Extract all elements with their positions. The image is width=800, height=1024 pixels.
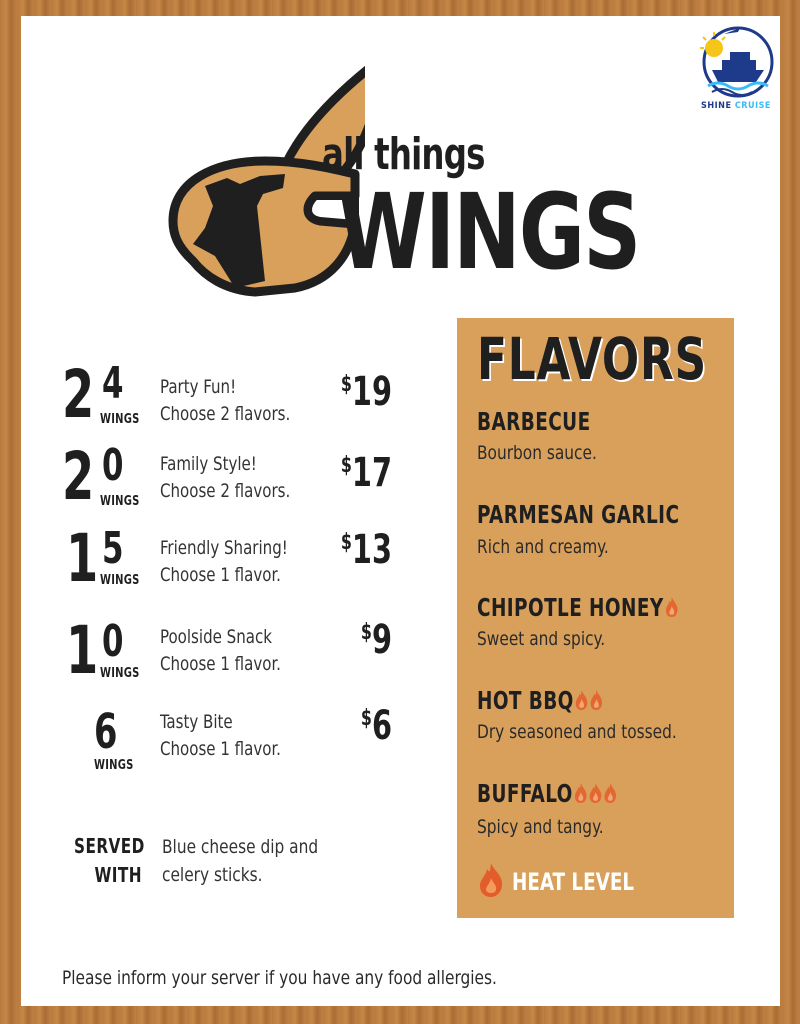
item-price: $6 <box>360 703 392 749</box>
flavor-name: CHIPOTLE HONEY <box>477 595 678 620</box>
flame-icon <box>602 779 617 808</box>
item-description: Poolside Snack Choose 1 flavor. <box>160 626 281 675</box>
flavor-name: PARMESAN GARLIC <box>477 500 680 529</box>
flavor-description: Bourbon sauce. <box>477 442 597 464</box>
item-description: Tasty Bite Choose 1 flavor. <box>160 711 281 760</box>
wing-count-ones: 4 <box>102 358 124 409</box>
item-price: $13 <box>340 527 392 573</box>
wing-count-ones: 5 <box>102 523 124 574</box>
flavors-title: FLAVORS <box>477 325 708 393</box>
wings-label: WINGS <box>100 412 140 427</box>
flavor-name: HOT BBQ <box>477 688 603 713</box>
wing-count-ones: 0 <box>102 616 124 667</box>
cruise-brand-name: SHINE CRUISE <box>701 101 771 111</box>
served-with-label: SERVED WITH <box>74 834 145 887</box>
wing-count-tens: 2 <box>62 356 95 433</box>
heat-level-legend: HEAT LEVEL <box>512 868 635 896</box>
item-description: Friendly Sharing! Choose 1 flavor. <box>160 537 288 586</box>
wings-label: WINGS <box>94 758 134 773</box>
flavor-description: Dry seasoned and tossed. <box>477 721 677 743</box>
flavor-description: Sweet and spicy. <box>477 628 606 650</box>
flame-icon <box>587 779 602 808</box>
item-description: Party Fun! Choose 2 flavors. <box>160 376 291 425</box>
flame-icon <box>574 686 589 715</box>
wing-count-tens: 1 <box>66 520 99 597</box>
flame-icon <box>589 686 604 715</box>
flame-icon <box>478 862 504 898</box>
cruise-ship-logo-icon <box>694 22 778 100</box>
item-price: $9 <box>360 617 392 663</box>
item-description: Family Style! Choose 2 flavors. <box>160 453 291 502</box>
logo-tagline: all things <box>322 129 485 180</box>
flavor-description: Rich and creamy. <box>477 536 609 558</box>
wings-label: WINGS <box>100 666 140 681</box>
wing-count-ones: 6 <box>94 704 118 760</box>
wing-count-tens: 1 <box>66 612 99 689</box>
wing-count-ones: 0 <box>102 440 124 491</box>
wing-count-tens: 2 <box>62 438 95 515</box>
wings-label: WINGS <box>100 573 140 588</box>
flame-icon <box>573 779 588 808</box>
item-price: $19 <box>340 369 392 415</box>
wings-label: WINGS <box>100 494 140 509</box>
flavor-name: BARBECUE <box>477 407 591 436</box>
flavor-name: BUFFALO <box>477 781 617 806</box>
logo-title: WINGS <box>338 171 640 293</box>
flame-icon <box>664 593 679 622</box>
item-price: $17 <box>340 450 392 496</box>
flavor-description: Spicy and tangy. <box>477 816 604 838</box>
allergy-note: Please inform your server if you have any food allergies. <box>62 967 497 989</box>
served-with-description: Blue cheese dip and celery sticks. <box>162 836 319 886</box>
